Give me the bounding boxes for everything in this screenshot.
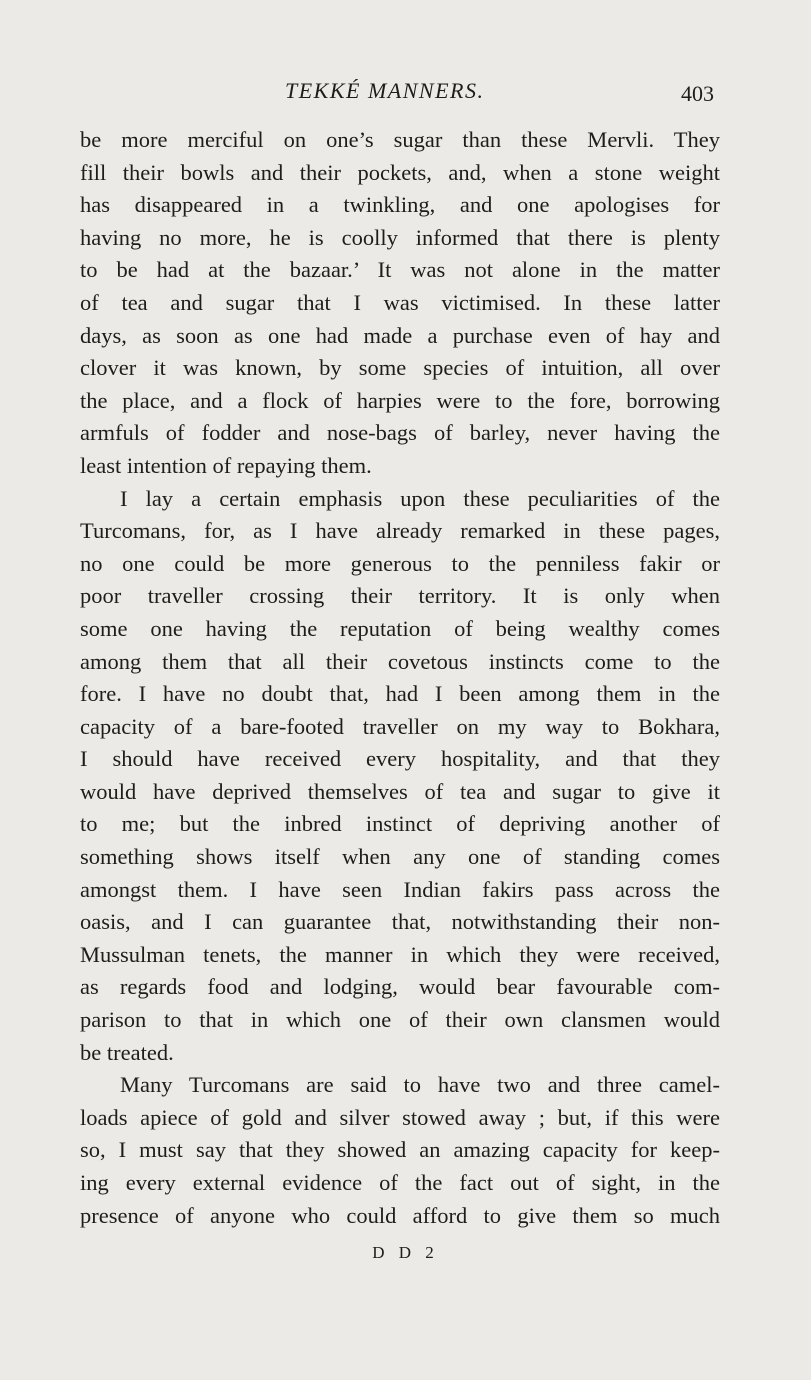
text-line: would have deprived themselves of tea and sugar to give it — [80, 778, 720, 804]
printer-signature: D D 2 — [372, 1243, 439, 1262]
text-line: amongst them. I have seen Indian fakirs pass across the — [80, 876, 720, 902]
text-line: no one could be more generous to the penniless fakir or — [80, 550, 720, 576]
text-line: clover it was known, by some species of intuition, all over — [80, 355, 720, 381]
text-line: oasis, and I can guarantee that, notwithstanding their non- — [80, 909, 720, 935]
text-line: to me; but the inbred instinct of depriving another of — [80, 811, 720, 837]
text-line: presence of anyone who could afford to give them so much — [80, 1202, 720, 1228]
text-line: having no more, he is coolly informed that there is plenty — [80, 224, 720, 250]
text-line: Turcomans, for, as I have already remarked in these pages, — [80, 518, 720, 544]
running-head — [80, 78, 720, 110]
text-line: among them that all their covetous instincts come to the — [80, 648, 720, 674]
text-line: armfuls of fodder and nose-bags of barley, never having the — [80, 420, 720, 446]
text-line: loads apiece of gold and silver stowed away ; but, if this were — [80, 1104, 720, 1130]
text-line: some one having the reputation of being wealthy comes — [80, 615, 720, 641]
running-head-title: TEKKÉ MANNERS. — [285, 78, 485, 103]
text-line: so, I must say that they showed an amazing capacity for keep- — [80, 1137, 720, 1163]
text-line: of tea and sugar that I was victimised. In these latter — [80, 289, 720, 315]
text-line: Mussulman tenets, the manner in which they were received, — [80, 941, 720, 967]
text-line: as regards food and lodging, would bear favourable com- — [80, 974, 720, 1000]
text-line: least intention of repaying them. — [80, 452, 372, 478]
text-line: something shows itself when any one of standing comes — [80, 844, 720, 870]
body-text — [80, 124, 720, 1232]
text-line: be treated. — [80, 1039, 174, 1065]
text-line: Many Turcomans are said to have two and three camel- — [120, 1072, 720, 1098]
text-line: parison to that in which one of their own clansmen would — [80, 1007, 720, 1033]
text-line: fore. I have no doubt that, had I been among them in the — [80, 681, 720, 707]
text-line: capacity of a bare-footed traveller on my way to Bokhara, — [80, 713, 720, 739]
text-line: the place, and a flock of harpies were to the fore, borrowing — [80, 387, 720, 413]
text-line: has disappeared in a twinkling, and one apologises for — [80, 192, 720, 218]
text-line: be more merciful on one’s sugar than these Mervli. They — [80, 127, 720, 152]
text-line: I should have received every hospitality, and that they — [80, 746, 720, 772]
text-line: I lay a certain emphasis upon these peculiarities of the — [120, 485, 720, 511]
text-line: days, as soon as one had made a purchase even of hay and — [80, 322, 720, 348]
text-line: to be had at the bazaar.’ It was not alone in the matter — [80, 257, 720, 283]
page-number: 403 — [681, 81, 714, 106]
text-line: fill their bowls and their pockets, and, when a stone weight — [80, 159, 720, 185]
text-line: poor traveller crossing their territory. It is only when — [80, 583, 720, 609]
text-line: ing every external evidence of the fact out of sight, in the — [80, 1170, 720, 1195]
